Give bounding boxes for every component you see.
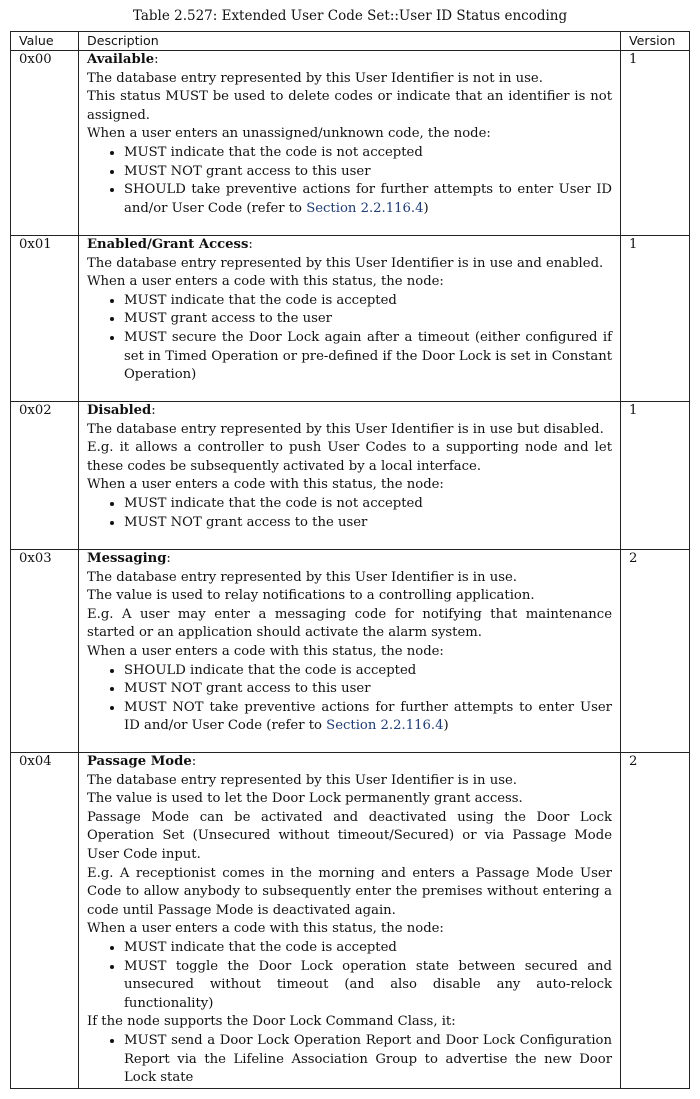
status-title: Messaging: <box>87 551 171 566</box>
status-title: Available: <box>87 52 159 67</box>
value-cell: 0x00 <box>11 51 79 236</box>
version-cell: 2 <box>621 550 690 753</box>
list-item: • MUST secure the Door Lock again after a timeout (either configured if set in Timed Operation or pre-defined if the Door Lock is set in Constant Operation) <box>124 329 612 385</box>
list-item: • MUST send a Door Lock Operation Report and Door Lock Configuration Report via the Lifeline Association Group to advertise the new Door Lock state <box>124 1032 612 1088</box>
requirement-list <box>87 292 612 385</box>
list-item: • MUST NOT grant access to the user <box>124 514 612 533</box>
description-text: The database entry represented by this User Identifier is in use and enabled. <box>87 255 604 271</box>
table-row <box>11 753 690 1089</box>
value-cell: 0x01 <box>11 236 79 402</box>
list-item: • MUST grant access to the user <box>124 310 612 329</box>
description-cell <box>79 550 621 753</box>
list-item: • MUST indicate that the code is accepted <box>124 292 612 311</box>
value-cell: 0x02 <box>11 402 79 550</box>
description-text: The database entry represented by this User Identifier is in use. <box>87 569 517 585</box>
requirement-list <box>87 1032 612 1088</box>
description-text: When a user enters a code with this status, the node: <box>87 477 444 493</box>
description-text: When a user enters a code with this status, the node: <box>87 643 444 659</box>
description-text: The database entry represented by this User Identifier is in use but disabled. <box>87 421 604 437</box>
version-cell: 1 <box>621 402 690 550</box>
version-cell: 1 <box>621 51 690 236</box>
section-link[interactable]: Section 2.2.116.4 <box>326 718 444 734</box>
table-caption: Table 2.527: Extended User Code Set::User ID Status encoding <box>132 8 568 24</box>
requirement-list <box>87 495 612 532</box>
status-title: Enabled/Grant Access: <box>87 237 253 252</box>
status-encoding-table <box>10 31 690 1089</box>
list-item: • SHOULD take preventive actions for further attempts to enter User ID and/or User Code (refer to Section 2.2.116.4) <box>124 181 612 218</box>
description-text: The database entry represented by this User Identifier is in use. <box>87 772 517 788</box>
header-version: Version <box>621 32 690 51</box>
description-text: E.g. A receptionist comes in the morning and enters a Passage Mode User Code to allow anybody to subsequently enter the premises without entering a code until Passage Mode is deactivated again. <box>87 865 612 918</box>
table-row <box>11 550 690 753</box>
description-cell <box>79 51 621 236</box>
version-cell: 1 <box>621 236 690 402</box>
requirement-list <box>87 144 612 218</box>
description-text: The value is used to let the Door Lock permanently grant access. <box>87 791 523 807</box>
description-text: The database entry represented by this User Identifier is not in use. <box>87 70 543 86</box>
description-text: E.g. it allows a controller to push User Codes to a supporting node and let these codes be subsequently activated by a local interface. <box>87 440 612 474</box>
description-text: This status MUST be used to delete codes or indicate that an identifier is not assigned. <box>87 89 612 123</box>
table-row <box>11 236 690 402</box>
list-item: • MUST indicate that the code is accepted <box>124 939 612 958</box>
description-text: When a user enters a code with this status, the node: <box>87 274 444 290</box>
version-cell: 2 <box>621 753 690 1089</box>
status-title: Passage Mode: <box>87 754 197 769</box>
description-text: When a user enters a code with this status, the node: <box>87 921 444 937</box>
list-item: • MUST NOT grant access to this user <box>124 680 612 699</box>
header-value: Value <box>11 32 79 51</box>
description-text: When a user enters an unassigned/unknown code, the node: <box>87 126 491 142</box>
description-cell <box>79 236 621 402</box>
requirement-list <box>87 662 612 736</box>
value-cell: 0x04 <box>11 753 79 1089</box>
description-cell <box>79 753 621 1089</box>
value-cell: 0x03 <box>11 550 79 753</box>
requirement-list <box>87 939 612 1013</box>
description-text: The value is used to relay notifications to a controlling application. <box>87 588 535 604</box>
list-item: • SHOULD indicate that the code is accepted <box>124 662 612 681</box>
description-cell <box>79 402 621 550</box>
table-header-row <box>11 32 690 51</box>
list-item: • MUST indicate that the code is not accepted <box>124 495 612 514</box>
list-item: • MUST NOT take preventive actions for further attempts to enter User ID and/or User Code (refer to Section 2.2.116.4) <box>124 699 612 736</box>
status-title: Disabled: <box>87 403 156 418</box>
list-item: • MUST indicate that the code is not accepted <box>124 144 612 163</box>
description-text: Passage Mode can be activated and deactivated using the Door Lock Operation Set (Unsecured without timeout/Secured) or via Passage Mode User Code input. <box>87 809 612 862</box>
description-text: E.g. A user may enter a messaging code for notifying that maintenance started or an application should activate the alarm system. <box>87 606 612 641</box>
table-row <box>11 402 690 550</box>
table-row <box>11 51 690 236</box>
list-item: • MUST toggle the Door Lock operation state between secured and unsecured without timeout (and also disable any auto-relock functionality) <box>124 958 612 1014</box>
description-text: If the node supports the Door Lock Command Class, it: <box>87 1014 456 1030</box>
list-item: • MUST NOT grant access to this user <box>124 163 612 182</box>
header-description: Description <box>79 32 621 51</box>
section-link[interactable]: Section 2.2.116.4 <box>306 200 424 216</box>
